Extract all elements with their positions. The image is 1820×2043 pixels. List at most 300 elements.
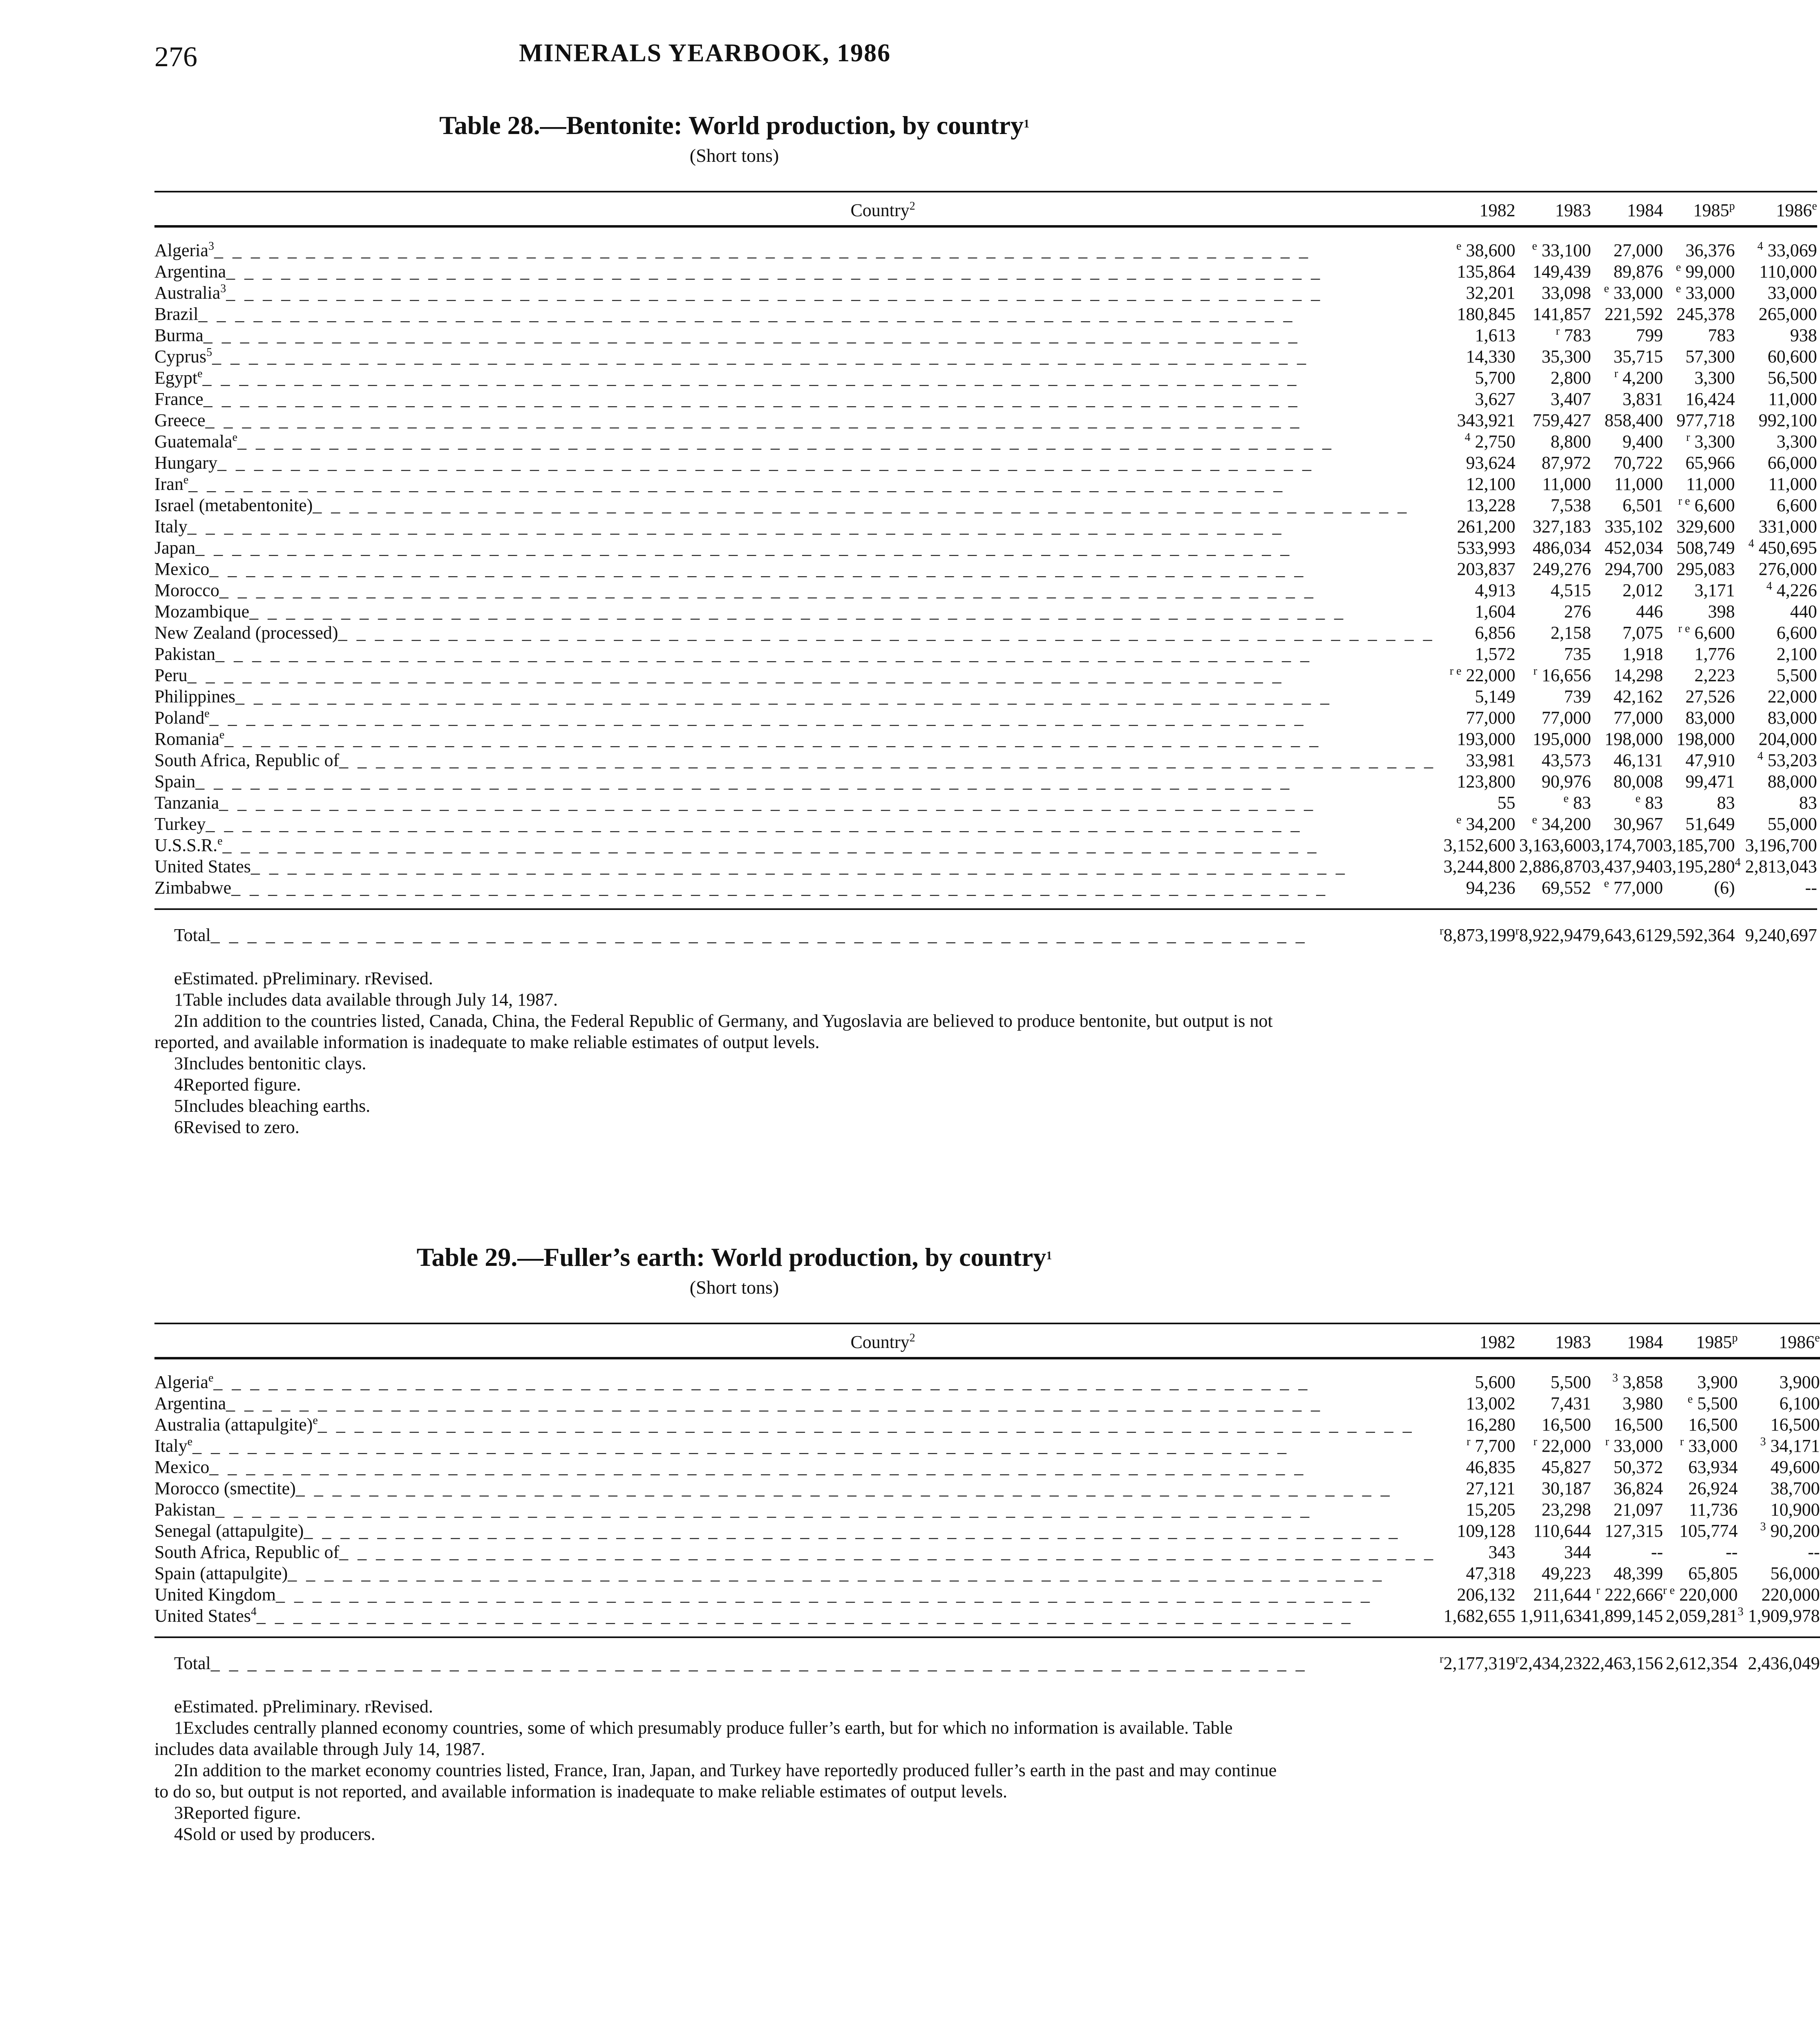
country-name: United Kingdom	[154, 1585, 276, 1605]
column-header-1982: 1982	[1479, 1332, 1516, 1352]
value-text: 33,000	[1613, 283, 1663, 303]
value-text: 4,913	[1475, 580, 1516, 600]
value-1982	[1440, 1414, 1515, 1435]
value-text: 110,644	[1533, 1521, 1591, 1541]
country-cell	[154, 1457, 1440, 1478]
value-1983	[1515, 537, 1591, 559]
value-flag: 3	[1737, 1605, 1744, 1618]
value-text: 1,682,655	[1443, 1606, 1516, 1626]
value-text: 329,600	[1676, 516, 1735, 536]
value-1985	[1663, 665, 1735, 686]
value-text: 222,666	[1604, 1585, 1663, 1605]
country-name: Spain	[154, 771, 196, 791]
value-1982	[1440, 750, 1515, 771]
value-1984	[1591, 325, 1663, 346]
table-row	[154, 367, 1817, 389]
country-label	[154, 835, 1440, 856]
value-text: 27,000	[1613, 240, 1663, 260]
country-name: Zimbabwe	[154, 878, 232, 898]
value-1986	[1738, 1414, 1820, 1435]
value-flag: e	[1604, 877, 1609, 890]
value-1985	[1663, 877, 1735, 899]
value-1986	[1735, 622, 1817, 644]
value-text: 858,400	[1604, 410, 1663, 430]
country-name: Guatemala$^e$	[154, 431, 238, 452]
value-flag: 4	[1757, 240, 1763, 253]
value-1984	[1591, 346, 1663, 367]
value-1985	[1663, 1457, 1738, 1478]
country-name: Greece	[154, 410, 206, 430]
value-text: 90,200	[1770, 1521, 1820, 1541]
value-text: 2,059,281	[1666, 1606, 1738, 1626]
value-1983	[1515, 686, 1591, 707]
country-label	[154, 389, 1440, 410]
leader-dots: _ _ _ _ _ _ _ _ _ _ _ _ _ _ _ _ _ _ _ _ _ _ _ _ _ _ _ _ _ _ _ _ _ _ _ _ _ _ _ _ _ _ _ _ _ _ _ _ _ _ _ _ _ _ _ _ _ _ _ _	[205, 410, 1302, 430]
footnote: 3Reported figure.	[174, 1803, 301, 1823]
value-text: 6,856	[1475, 623, 1516, 643]
total-1984	[1591, 909, 1663, 956]
country-name: Italy	[154, 516, 188, 536]
value-1982	[1440, 1584, 1515, 1605]
table-28-notes	[154, 968, 1290, 1138]
table-29-header-row	[154, 1323, 1820, 1358]
value-1986	[1735, 474, 1817, 495]
value-1984	[1591, 516, 1663, 537]
value-text: 22,000	[1466, 665, 1516, 685]
value-text: 938	[1790, 325, 1817, 345]
country-cell	[154, 1435, 1440, 1457]
value-text: 34,171	[1770, 1436, 1820, 1456]
footnote-marker: 3	[220, 282, 226, 295]
value-1983	[1515, 1542, 1591, 1563]
leader-dots: _ _ _ _ _ _ _ _ _ _ _ _ _ _ _ _ _ _ _ _ _ _ _ _ _ _ _ _ _ _ _ _ _ _ _ _ _ _ _ _ _ _ _ _ _ _ _ _ _ _ _ _ _ _ _ _ _ _ _ _	[210, 1653, 1307, 1673]
value-1985	[1663, 1478, 1738, 1499]
country-name: South Africa, Republic of	[154, 750, 340, 770]
separator-cell	[1440, 899, 1515, 909]
table-29	[154, 1323, 1820, 1684]
value-1982	[1440, 1393, 1515, 1414]
country-cell	[154, 1393, 1440, 1414]
value-1983	[1515, 1457, 1591, 1478]
value-1983	[1515, 495, 1591, 516]
value-flag: r	[1686, 431, 1690, 444]
leader-dots: _ _ _ _ _ _ _ _ _ _ _ _ _ _ _ _ _ _ _ _ _ _ _ _ _ _ _ _ _ _ _ _ _ _ _ _ _ _ _ _ _ _ _ _ _ _ _ _ _ _ _ _ _ _ _ _ _ _ _ _	[213, 1372, 1310, 1392]
value-1986	[1735, 389, 1817, 410]
value-1984	[1591, 1520, 1663, 1542]
value-1985	[1663, 729, 1735, 750]
value-text: 3,407	[1550, 389, 1591, 409]
value-text: 6,100	[1779, 1393, 1820, 1413]
value-1983	[1515, 771, 1591, 792]
value-1984	[1591, 495, 1663, 516]
value-1983	[1515, 665, 1591, 686]
table-row	[154, 389, 1817, 410]
value-1985	[1663, 1605, 1738, 1627]
value-1986	[1738, 1584, 1820, 1605]
value-text: 33,100	[1541, 240, 1591, 260]
leader-dots: _ _ _ _ _ _ _ _ _ _ _ _ _ _ _ _ _ _ _ _ _ _ _ _ _ _ _ _ _ _ _ _ _ _ _ _ _ _ _ _ _ _ _ _ _ _ _ _ _ _ _ _ _ _ _ _ _ _ _ _	[226, 283, 1323, 303]
value-1986	[1735, 261, 1817, 282]
value-1983	[1515, 304, 1591, 325]
value-text: 2,800	[1550, 368, 1591, 388]
value-1984	[1591, 644, 1663, 665]
value-text: 343	[1488, 1542, 1516, 1562]
value-text: 77,000	[1466, 708, 1516, 728]
footnote-marker: e	[187, 1435, 193, 1448]
value-1983	[1515, 1478, 1591, 1499]
footnote-marker: e	[208, 1372, 214, 1384]
footnote: 4Sold or used by producers.	[174, 1824, 376, 1844]
country-name: Mozambique	[154, 601, 250, 621]
value-1984	[1591, 1435, 1663, 1457]
value-1984	[1591, 1414, 1663, 1435]
value-1986	[1738, 1435, 1820, 1457]
country-name: Algeria$^3$	[154, 240, 214, 260]
value-text: 198,000	[1604, 729, 1663, 749]
footnote: 4Reported figure.	[174, 1075, 301, 1095]
value-1983	[1515, 431, 1591, 452]
total-1984	[1591, 1637, 1663, 1684]
value-text: 70,722	[1613, 453, 1663, 473]
country-name: Mexico	[154, 559, 210, 579]
value-text: 5,700	[1475, 368, 1516, 388]
value-text: 276	[1564, 601, 1591, 621]
table-29-body	[154, 1358, 1820, 1637]
value-1982	[1440, 1605, 1515, 1627]
value-text: 245,378	[1676, 304, 1735, 324]
country-cell	[154, 261, 1440, 282]
footnote-marker: e	[217, 835, 223, 847]
table-row	[154, 346, 1817, 367]
table-28	[154, 191, 1817, 956]
table-row	[154, 1584, 1820, 1605]
leader-dots: _ _ _ _ _ _ _ _ _ _ _ _ _ _ _ _ _ _ _ _ _ _ _ _ _ _ _ _ _ _ _ _ _ _ _ _ _ _ _ _ _ _ _ _ _ _ _ _ _ _ _ _ _ _ _ _ _ _ _ _	[339, 750, 1436, 770]
country-label	[154, 367, 1440, 389]
value-text: 47,318	[1466, 1563, 1516, 1583]
value-1985	[1663, 410, 1735, 431]
value-text: 2,158	[1550, 623, 1591, 643]
country-cell	[154, 1499, 1440, 1520]
value-text: 77,000	[1541, 708, 1591, 728]
value-text: 22,000	[1541, 1436, 1591, 1456]
value-text: 265,000	[1758, 304, 1817, 324]
value-1984	[1591, 1478, 1663, 1499]
value-1986	[1738, 1457, 1820, 1478]
country-label	[154, 1563, 1440, 1584]
value-1982	[1440, 431, 1515, 452]
value-text: 198,000	[1676, 729, 1735, 749]
country-cell	[154, 856, 1440, 877]
value-text: 11,000	[1542, 474, 1591, 494]
country-cell	[154, 1584, 1440, 1605]
value-1984	[1591, 729, 1663, 750]
value-1985	[1663, 226, 1735, 261]
value-1986	[1735, 325, 1817, 346]
value-text: 2,886,870	[1519, 856, 1591, 876]
value-flag: 4	[1464, 431, 1471, 444]
country-label	[154, 750, 1440, 771]
value-text: 6,600	[1694, 623, 1735, 643]
column-header-1986: 1986e	[1779, 1332, 1820, 1352]
value-1984	[1591, 1457, 1663, 1478]
value-text: 27,121	[1466, 1478, 1516, 1498]
value-1986	[1738, 1563, 1820, 1584]
country-name: Burma	[154, 325, 203, 345]
leader-dots: _ _ _ _ _ _ _ _ _ _ _ _ _ _ _ _ _ _ _ _ _ _ _ _ _ _ _ _ _ _ _ _ _ _ _ _ _ _ _ _ _ _ _ _ _ _ _ _ _ _ _ _ _ _ _ _ _ _ _ _	[235, 686, 1332, 706]
value-text: 3,300	[1694, 431, 1735, 452]
value-text: 446	[1636, 601, 1663, 621]
leader-dots: _ _ _ _ _ _ _ _ _ _ _ _ _ _ _ _ _ _ _ _ _ _ _ _ _ _ _ _ _ _ _ _ _ _ _ _ _ _ _ _ _ _ _ _ _ _ _ _ _ _ _ _ _ _ _ _ _ _ _ _	[226, 262, 1323, 282]
value-text: 30,967	[1613, 814, 1663, 834]
table-row	[154, 226, 1817, 261]
value-text: 51,649	[1685, 814, 1735, 834]
value-text: 16,500	[1770, 1415, 1820, 1435]
country-label	[154, 1478, 1440, 1499]
leader-dots: _ _ _ _ _ _ _ _ _ _ _ _ _ _ _ _ _ _ _ _ _ _ _ _ _ _ _ _ _ _ _ _ _ _ _ _ _ _ _ _ _ _ _ _ _ _ _ _ _ _ _ _ _ _ _ _ _ _ _ _	[219, 580, 1316, 600]
leader-dots: _ _ _ _ _ _ _ _ _ _ _ _ _ _ _ _ _ _ _ _ _ _ _ _ _ _ _ _ _ _ _ _ _ _ _ _ _ _ _ _ _ _ _ _ _ _ _ _ _ _ _ _ _ _ _ _ _ _ _ _	[250, 856, 1347, 876]
value-1985	[1663, 835, 1735, 856]
country-cell	[154, 729, 1440, 750]
value-1984	[1591, 389, 1663, 410]
value-1983	[1515, 410, 1591, 431]
country-name: U.S.S.R.$^e$	[154, 835, 223, 855]
value-text: 30,187	[1541, 1478, 1591, 1498]
value-1984	[1591, 665, 1663, 686]
value-flag: e	[1563, 792, 1569, 805]
value-text: 739	[1564, 686, 1591, 706]
value-flag: 3	[1760, 1435, 1766, 1448]
value-1986	[1738, 1499, 1820, 1520]
value-text: 80,008	[1613, 771, 1663, 791]
value-text: 99,000	[1685, 262, 1735, 282]
value-text: 2,100	[1776, 644, 1817, 664]
country-label	[154, 644, 1440, 665]
value-1984	[1591, 410, 1663, 431]
leader-dots: _ _ _ _ _ _ _ _ _ _ _ _ _ _ _ _ _ _ _ _ _ _ _ _ _ _ _ _ _ _ _ _ _ _ _ _ _ _ _ _ _ _ _ _ _ _ _ _ _ _ _ _ _ _ _ _ _ _ _ _	[188, 474, 1285, 494]
country-name: Algeria$^e$	[154, 1372, 214, 1392]
value-1983	[1515, 580, 1591, 601]
value-text: 5,500	[1550, 1372, 1591, 1392]
value-text: 141,857	[1532, 304, 1591, 324]
value-1985	[1663, 559, 1735, 580]
value-text: 398	[1708, 601, 1735, 621]
separator-cell	[1663, 1627, 1738, 1637]
table-row	[154, 261, 1817, 282]
table-row	[154, 644, 1817, 665]
country-label	[154, 1457, 1440, 1478]
value-1982	[1440, 495, 1515, 516]
table-row	[154, 495, 1817, 516]
value-1982	[1440, 814, 1515, 835]
country-label	[154, 1542, 1440, 1563]
value-1982	[1440, 304, 1515, 325]
value-1985	[1663, 474, 1735, 495]
table-row	[154, 1478, 1820, 1499]
country-cell	[154, 346, 1440, 367]
country-cell	[154, 1520, 1440, 1542]
total-value: 9,240,697	[1745, 925, 1817, 945]
table-row	[154, 516, 1817, 537]
leader-dots: _ _ _ _ _ _ _ _ _ _ _ _ _ _ _ _ _ _ _ _ _ _ _ _ _ _ _ _ _ _ _ _ _ _ _ _ _ _ _ _ _ _ _ _ _ _ _ _ _ _ _ _ _ _ _ _ _ _ _ _	[219, 793, 1316, 813]
table-row	[154, 665, 1817, 686]
country-name: South Africa, Republic of	[154, 1542, 340, 1562]
value-text: 33,069	[1767, 240, 1817, 260]
separator-cell	[1663, 899, 1735, 909]
table-28-total	[154, 909, 1817, 956]
country-label	[154, 1435, 1440, 1457]
country-cell	[154, 304, 1440, 325]
value-text: 3,900	[1697, 1372, 1738, 1392]
value-1984	[1591, 601, 1663, 622]
total-value: 9,592,364	[1663, 925, 1735, 945]
value-text: 450,695	[1758, 538, 1817, 558]
value-text: 12,100	[1466, 474, 1516, 494]
leader-dots: _ _ _ _ _ _ _ _ _ _ _ _ _ _ _ _ _ _ _ _ _ _ _ _ _ _ _ _ _ _ _ _ _ _ _ _ _ _ _ _ _ _ _ _ _ _ _ _ _ _ _ _ _ _ _ _ _ _ _ _	[249, 601, 1346, 621]
value-1984	[1591, 431, 1663, 452]
value-1982	[1440, 367, 1515, 389]
leader-dots: _ _ _ _ _ _ _ _ _ _ _ _ _ _ _ _ _ _ _ _ _ _ _ _ _ _ _ _ _ _ _ _ _ _ _ _ _ _ _ _ _ _ _ _ _ _ _ _ _ _ _ _ _ _ _ _ _ _ _ _	[203, 325, 1300, 345]
total-1982	[1440, 1637, 1515, 1684]
leader-dots: _ _ _ _ _ _ _ _ _ _ _ _ _ _ _ _ _ _ _ _ _ _ _ _ _ _ _ _ _ _ _ _ _ _ _ _ _ _ _ _ _ _ _ _ _ _ _ _ _ _ _ _ _ _ _ _ _ _ _ _	[214, 240, 1310, 260]
value-flag: r	[1467, 1435, 1471, 1448]
value-text: 508,749	[1676, 538, 1735, 558]
leader-dots: _ _ _ _ _ _ _ _ _ _ _ _ _ _ _ _ _ _ _ _ _ _ _ _ _ _ _ _ _ _ _ _ _ _ _ _ _ _ _ _ _ _ _ _ _ _ _ _ _ _ _ _ _ _ _ _ _ _ _ _	[224, 729, 1321, 749]
value-1986	[1738, 1393, 1820, 1414]
value-text: 2,750	[1475, 431, 1516, 452]
value-1983	[1515, 814, 1591, 835]
value-text: 1,911,634	[1520, 1606, 1591, 1626]
table-row	[154, 814, 1817, 835]
value-text: 66,000	[1767, 453, 1817, 473]
value-flag: 3	[1760, 1520, 1766, 1533]
value-text: 1,918	[1622, 644, 1663, 664]
value-text: 3,437,940	[1591, 856, 1663, 876]
value-1983	[1515, 346, 1591, 367]
footnote-marker: e	[183, 474, 189, 486]
value-flag: 3	[1612, 1372, 1618, 1384]
country-label	[154, 622, 1440, 644]
table-row	[154, 835, 1817, 856]
value-flag: 4	[1735, 856, 1741, 869]
value-1985	[1663, 1520, 1738, 1542]
country-name: Philippines	[154, 686, 236, 706]
value-text: 36,376	[1685, 240, 1735, 260]
column-header-1983: 1983	[1555, 1332, 1591, 1352]
value-1985	[1663, 771, 1735, 792]
country-name: Australia$^3$	[154, 282, 226, 303]
value-1982	[1440, 686, 1515, 707]
value-1986	[1735, 792, 1817, 814]
value-text: 89,876	[1613, 262, 1663, 282]
country-cell	[154, 644, 1440, 665]
country-cell	[154, 495, 1440, 516]
value-text: 343,921	[1457, 410, 1516, 430]
value-1984	[1591, 1499, 1663, 1520]
total-label	[154, 1653, 1440, 1674]
value-1984	[1591, 835, 1663, 856]
value-text: 105,774	[1679, 1521, 1738, 1541]
country-label	[154, 1584, 1440, 1605]
value-1982	[1440, 644, 1515, 665]
value-1984	[1591, 792, 1663, 814]
value-1982	[1440, 835, 1515, 856]
value-1985	[1663, 601, 1735, 622]
value-text: 38,600	[1466, 240, 1516, 260]
value-flag: r e	[1678, 495, 1690, 507]
value-1983	[1515, 226, 1591, 261]
value-text: 49,600	[1770, 1457, 1820, 1477]
value-text: 149,439	[1532, 262, 1591, 282]
value-1983	[1515, 516, 1591, 537]
value-text: 331,000	[1758, 516, 1817, 536]
value-text: 16,500	[1613, 1415, 1663, 1435]
country-name: Israel (metabentonite)	[154, 495, 313, 515]
value-text: 27,526	[1685, 686, 1735, 706]
country-label	[154, 261, 1440, 282]
value-1985	[1663, 622, 1735, 644]
value-text: 992,100	[1758, 410, 1817, 430]
column-header-country: Country$^2$	[850, 200, 915, 220]
value-text: 2,223	[1694, 665, 1735, 685]
value-text: 32,201	[1466, 283, 1516, 303]
country-cell	[154, 367, 1440, 389]
country-label	[154, 516, 1440, 537]
value-text: (6)	[1714, 878, 1735, 898]
country-cell	[154, 325, 1440, 346]
value-1983	[1515, 644, 1591, 665]
country-name: Brazil	[154, 304, 199, 324]
table-row	[154, 771, 1817, 792]
leader-dots: _ _ _ _ _ _ _ _ _ _ _ _ _ _ _ _ _ _ _ _ _ _ _ _ _ _ _ _ _ _ _ _ _ _ _ _ _ _ _ _ _ _ _ _ _ _ _ _ _ _ _ _ _ _ _ _ _ _ _ _	[195, 771, 1292, 791]
table-row	[154, 431, 1817, 452]
total-separator	[154, 1627, 1820, 1637]
country-cell	[154, 707, 1440, 729]
value-1986	[1735, 452, 1817, 474]
value-1985	[1663, 686, 1735, 707]
value-text: 4,515	[1550, 580, 1591, 600]
value-1986	[1735, 835, 1817, 856]
value-1986	[1735, 516, 1817, 537]
value-1982	[1440, 729, 1515, 750]
value-text: 1,909,978	[1748, 1606, 1820, 1626]
value-1983	[1515, 1605, 1591, 1627]
country-label	[154, 410, 1440, 431]
value-1983	[1515, 282, 1591, 304]
value-1986	[1735, 686, 1817, 707]
value-1982	[1440, 1358, 1515, 1393]
country-label	[154, 474, 1440, 495]
value-1984	[1591, 474, 1663, 495]
value-text: 55,000	[1767, 814, 1817, 834]
country-label	[154, 814, 1440, 835]
value-text: 3,174,700	[1591, 835, 1663, 855]
value-flag: e	[1456, 240, 1462, 253]
separator-cell	[154, 899, 1440, 909]
country-label	[154, 1414, 1440, 1435]
leader-dots: _ _ _ _ _ _ _ _ _ _ _ _ _ _ _ _ _ _ _ _ _ _ _ _ _ _ _ _ _ _ _ _ _ _ _ _ _ _ _ _ _ _ _ _ _ _ _ _ _ _ _ _ _ _ _ _ _ _ _ _	[215, 644, 1312, 664]
value-1983	[1515, 1499, 1591, 1520]
value-1983	[1515, 559, 1591, 580]
value-1986	[1735, 282, 1817, 304]
footnote: 1Excludes centrally planned economy countries, some of which presumably produce fuller’s earth, but for which no information is available. Table includes data available through July 14, 1987.	[154, 1718, 1233, 1759]
footnote-marker: e	[219, 729, 225, 741]
table-28-block	[154, 110, 1817, 1138]
value-text: 110,000	[1759, 262, 1817, 282]
value-text: 56,500	[1767, 368, 1817, 388]
table-row	[154, 452, 1817, 474]
country-cell	[154, 686, 1440, 707]
value-text: 53,203	[1767, 750, 1817, 770]
